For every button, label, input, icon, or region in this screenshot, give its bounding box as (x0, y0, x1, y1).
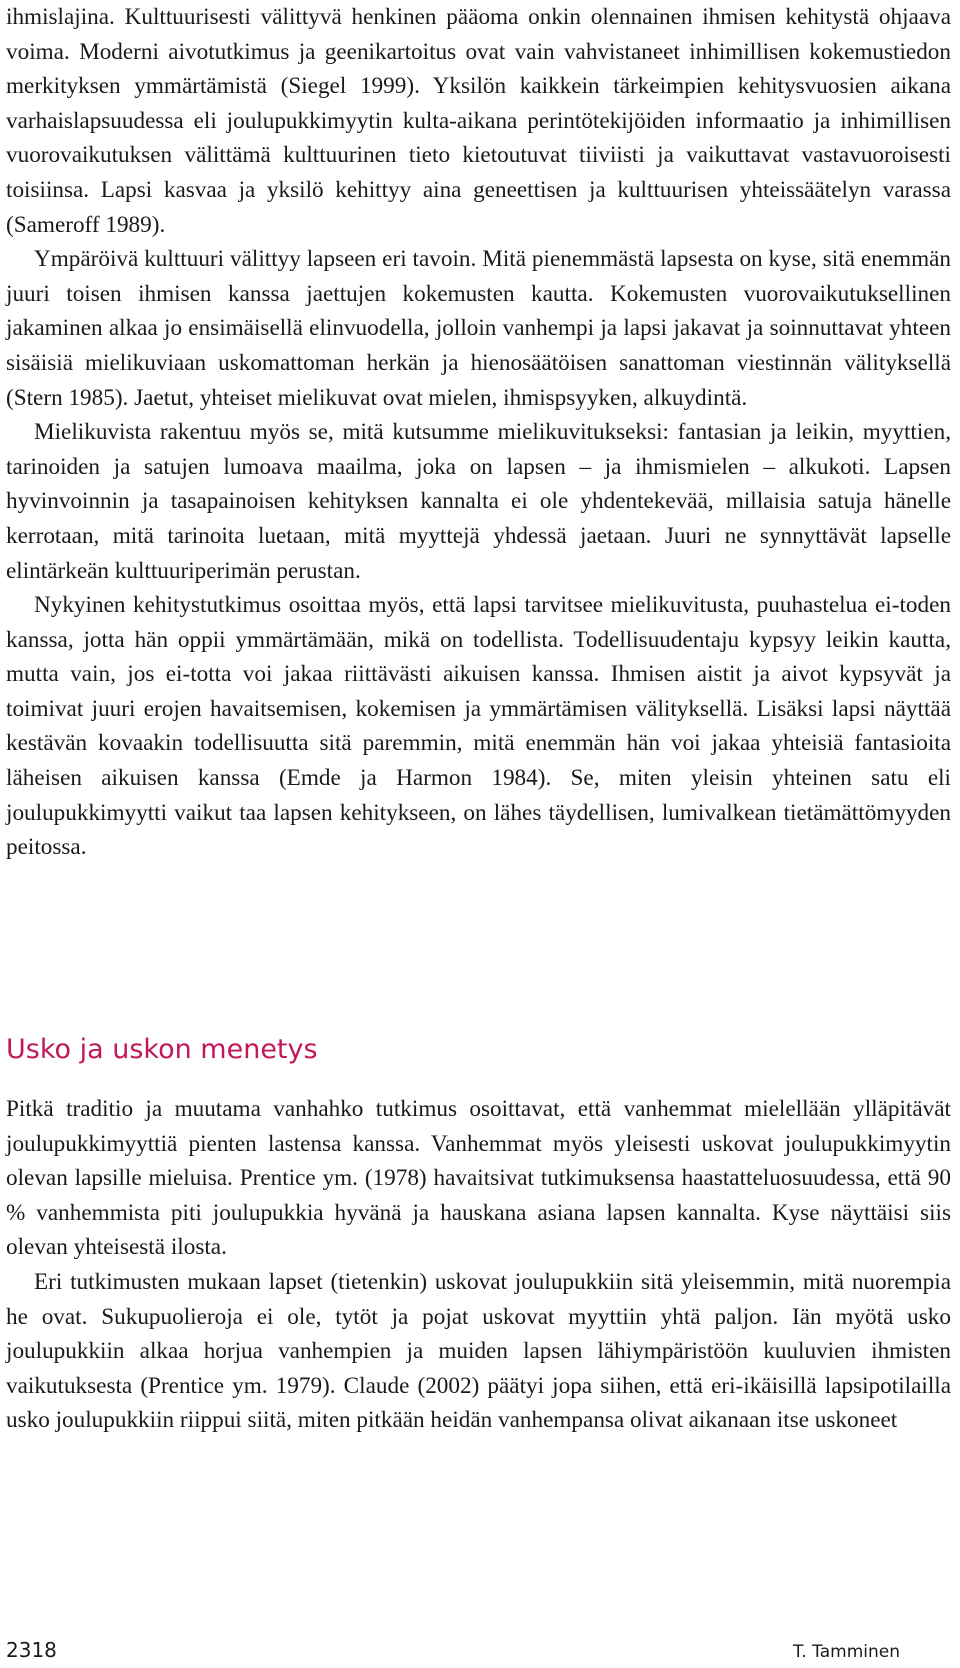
paragraph: ihmislajina. Kulttuurisesti välittyvä henkinen pääoma onkin olennainen ihmisen kehitystä ohjaava voima. Moderni aivotutkimus ja geenikartoitus ovat vain vahvistaneet inhimillisen kokemustiedon merkityksen ymmärtämistä (Siegel 1999). Yksilön kaikkein tärkeimpien kehitysvuosien aikana varhaislapsuudessa eli joulupukkimyytin kulta-aikana perintötekijöiden informaatio ja inhimillisen vuorovaikutuksen välittämä kulttuurinen tieto kietoutuvat tiiviisti ja vaikuttavat vastavuoroisesti toisiinsa. Lapsi kasvaa ja yksilö kehittyy aina geneettisen ja kulttuurisen yhteissäätelyn varassa (Sameroff 1989). (6, 4, 951, 238)
body-text-section (6, 1092, 951, 1438)
page-number: 2318 (6, 1638, 57, 1662)
running-author: T. Tamminen (792, 1642, 900, 1662)
paragraph: Nykyinen kehitystutkimus osoittaa myös, että lapsi tarvitsee mielikuvitusta, puuhastelua ei-toden kanssa, jotta hän oppii ymmärtämään, mikä on todellista. Todellisuudentaju kypsyy leikin kautta, mutta vain, jos ei-totta voi jakaa riittävästi aikuisen kanssa. Ihmisen aistit ja aivot kypsyvät ja toimivat juuri erojen havaitsemisen, kokemisen ja ymmärtämisen välityksellä. Lisäksi lapsi näyttää kestävän kovaakin todellisuutta sitä paremmin, mitä enemmän hän voi jakaa yhteisiä fantasioita läheisen aikuisen kanssa (Emde ja Harmon 1984). Se, miten yleisin yhteinen satu eli joulupukkimyytti vaikut taa lapsen kehitykseen, on lähes täydellisen, lumivalkean tietämättömyyden peitossa. (6, 592, 951, 861)
section-heading: Usko ja uskon menetys (6, 1034, 318, 1065)
paragraph: Eri tutkimusten mukaan lapset (tietenkin) uskovat joulupukkiin sitä yleisemmin, mitä nuorempia he ovat. Sukupuolieroja ei ole, tytöt ja pojat uskovat myyttiin yhtä paljon. Iän myötä usko joulupukkiin alkaa horjua vanhempien ja muiden lapsen lähiympäristöön kuuluvien ihmisten vaikutuksesta (Prentice ym. 1979). Claude (2002) päätyi jopa siihen, että eri-ikäisillä lapsipotilailla usko joulupukkiin riippui siitä, miten pitkään heidän vanhempansa olivat aikanaan itse uskoneet (6, 1268, 951, 1434)
paragraph: Mielikuvista rakentuu myös se, mitä kutsumme mielikuvitukseksi: fantasian ja leikin, myyttien, tarinoiden ja satujen lumoava maailma, joka on lapsen – ja ihmismielen – alkukoti. Lapsen hyvinvoinnin ja tasapainoisen kehityksen kannalta ei ole yhdentekevää, millaisia satuja hänelle kerrotaan, mitä tarinoita luetaan, mitä myyttejä yhdessä jaetaan. Juuri ne synnyttävät lapselle elintärkeän kulttuuriperimän perustan. (6, 419, 951, 584)
paragraph: Pitkä traditio ja muutama vanhahko tutkimus osoittavat, että vanhemmat mielellään ylläpitävät joulupukkimyyttiä pienten lastensa kanssa. Vanhemmat myös yleisesti uskovat joulupukkimyytin olevan lapsille mieluisa. Prentice ym. (1978) havaitsivat tutkimuksensa haastatteluosuudessa, että 90 % vanhemmista piti joulupukkia hyvänä ja hauskana asiana lapsen kannalta. Kyse näyttäisi siis olevan yhteisestä ilosta. (6, 1096, 951, 1261)
body-text-top (6, 0, 951, 865)
paragraph: Ympäröivä kulttuuri välittyy lapseen eri tavoin. Mitä pienemmästä lapsesta on kyse, sitä enemmän juuri toisen ihmisen kanssa jaettujen kokemusten kautta. Kokemusten vuorovaikutuksellinen jakaminen alkaa jo ensimäisellä elinvuodella, jolloin vanhempi ja lapsi jakavat ja soinnuttavat yhteen sisäisiä mielikuviaan uskomattoman herkän ja hienosäätöisen sanattoman viestinnän välityksellä (Stern 1985). Jaetut, yhteiset mielikuvat ovat mielen, ihmispsyyken, alkuydintä. (6, 246, 951, 411)
